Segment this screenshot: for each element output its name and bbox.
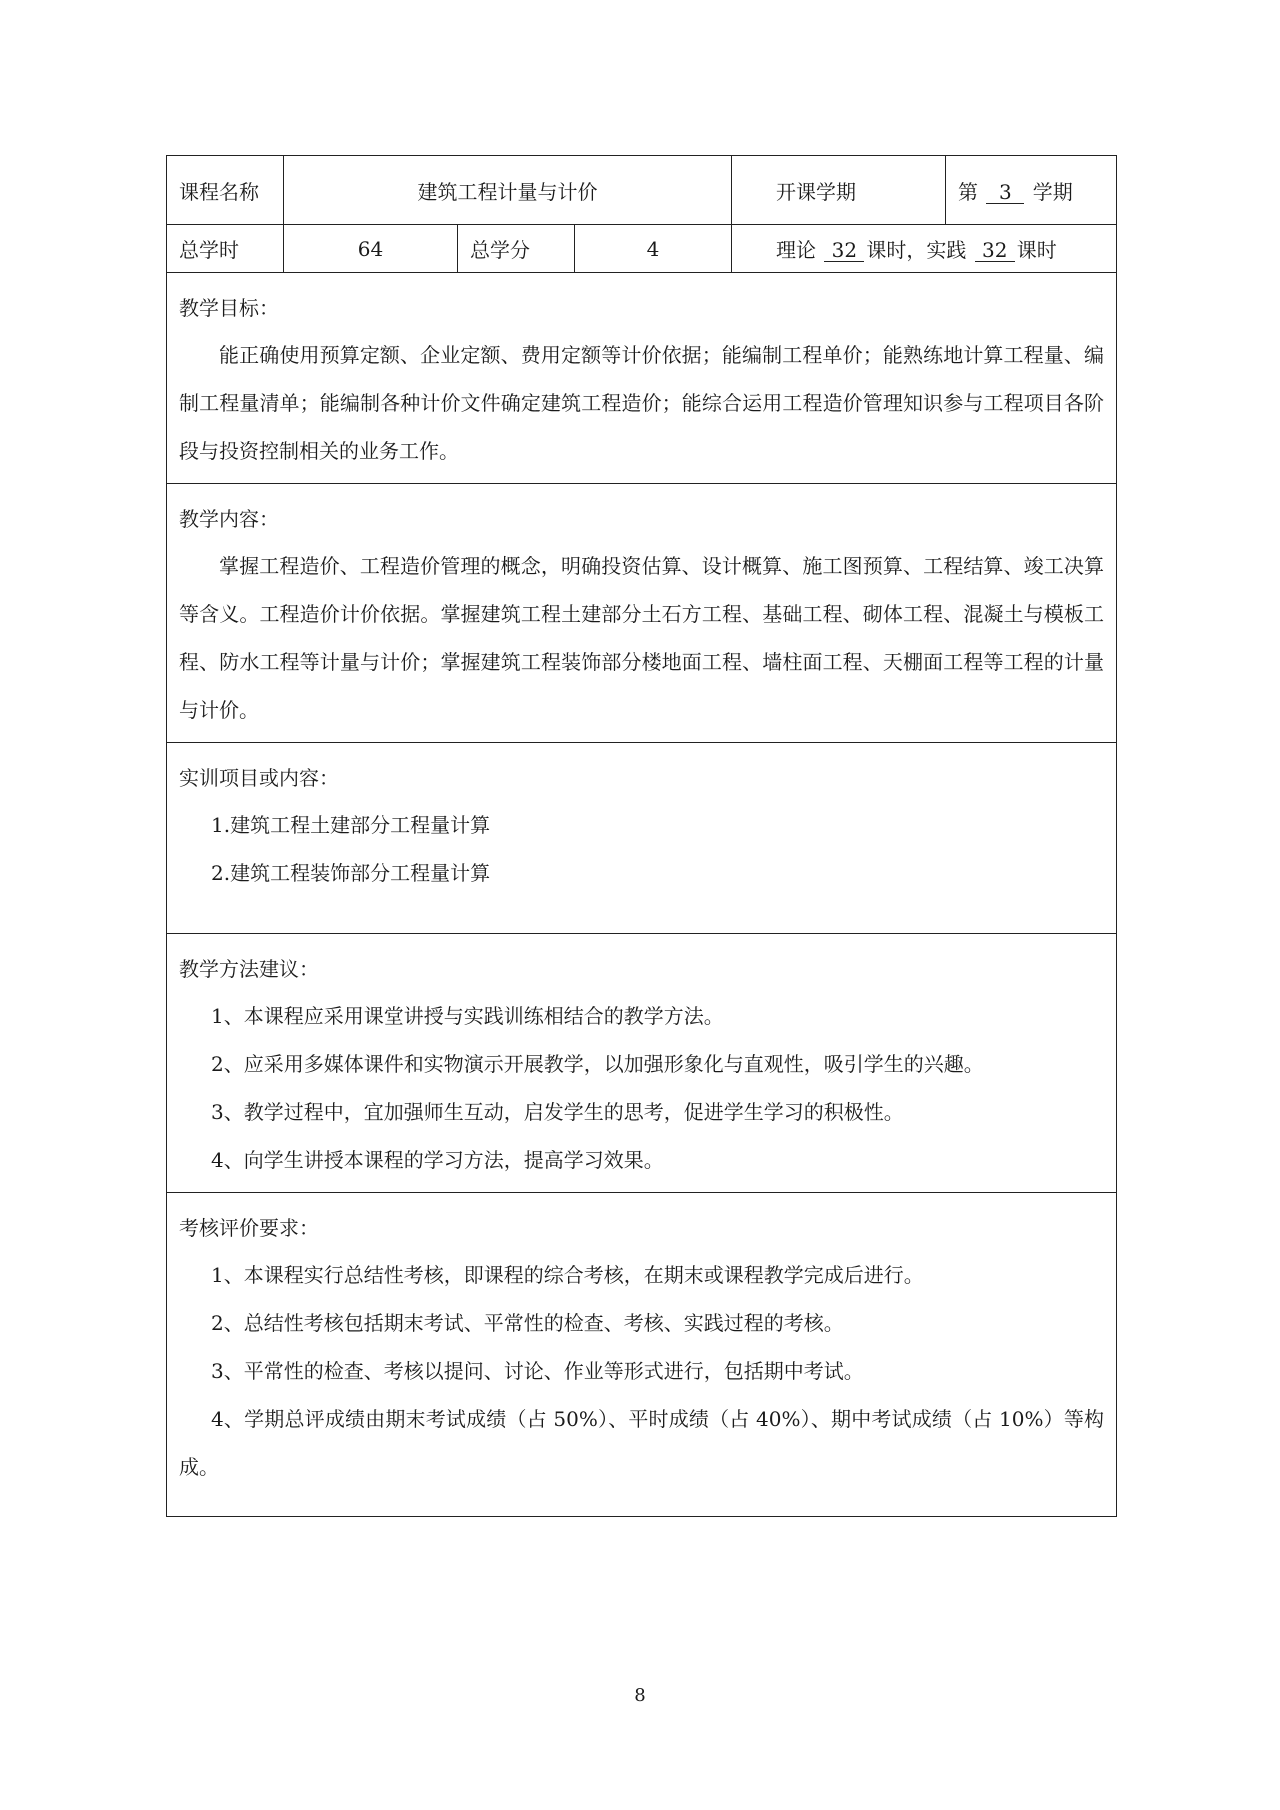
assessment-item: 1、本课程实行总结性考核，即课程的综合考核，在期末或课程教学完成后进行。 bbox=[211, 1263, 924, 1287]
assessment-item: 4、学期总评成绩由期末考试成绩（占 50%）、平时成绩（占 40%）、期中考试成绩（占 10%）等构成。 bbox=[179, 1407, 1105, 1479]
practice-unit: 课时 bbox=[1016, 238, 1057, 262]
training-section bbox=[167, 743, 1117, 934]
method-item: 1、本课程应采用课堂讲授与实践训练相结合的教学方法。 bbox=[211, 1004, 724, 1028]
methods-row bbox=[167, 934, 1117, 1193]
total-credits-value: 4 bbox=[575, 225, 732, 273]
theory-unit: 课时，实践 bbox=[866, 238, 967, 262]
objectives-row bbox=[167, 273, 1117, 484]
training-item: 2.建筑工程装饰部分工程量计算 bbox=[211, 861, 491, 885]
objectives-title: 教学目标： bbox=[179, 296, 279, 320]
method-item: 2、应采用多媒体课件和实物演示开展教学，以加强形象化与直观性，吸引学生的兴趣。 bbox=[211, 1052, 984, 1076]
objectives-text: 能正确使用预算定额、企业定额、费用定额等计价依据；能编制工程单价；能熟练地计算工程量、编制工程量清单；能编制各种计价文件确定建筑工程造价；能综合运用工程造价管理知识参与工程项目各阶段与投资控制相关的业务工作。 bbox=[179, 343, 1105, 463]
semester-value bbox=[946, 156, 1117, 225]
content-title: 教学内容： bbox=[179, 507, 279, 531]
assessment-section bbox=[167, 1193, 1117, 1517]
course-name-row bbox=[167, 156, 1117, 225]
total-hours-label: 总学时 bbox=[167, 225, 284, 273]
course-name-label: 课程名称 bbox=[167, 156, 284, 225]
assessment-row bbox=[167, 1193, 1117, 1517]
content-section bbox=[167, 484, 1117, 743]
training-title: 实训项目或内容： bbox=[179, 766, 339, 790]
page-number: 8 bbox=[634, 1685, 646, 1706]
method-item: 3、教学过程中，宜加强师生互动，启发学生的思考，促进学生学习的积极性。 bbox=[211, 1100, 904, 1124]
objectives-section bbox=[167, 273, 1117, 484]
semester-number: 3 bbox=[986, 181, 1024, 204]
assessment-item: 2、总结性考核包括期末考试、平常性的检查、考核、实践过程的考核。 bbox=[211, 1311, 844, 1335]
theory-hours: 32 bbox=[824, 239, 864, 262]
training-row bbox=[167, 743, 1117, 934]
semester-label: 开课学期 bbox=[732, 156, 946, 225]
theory-label: 理论 bbox=[776, 238, 817, 262]
total-credits-label: 总学分 bbox=[458, 225, 575, 273]
course-info-table bbox=[166, 155, 1117, 1517]
method-item: 4、向学生讲授本课程的学习方法，提高学习效果。 bbox=[211, 1148, 664, 1172]
hours-breakdown bbox=[732, 225, 1117, 273]
practice-hours: 32 bbox=[975, 239, 1015, 262]
content-row bbox=[167, 484, 1117, 743]
methods-section bbox=[167, 934, 1117, 1193]
assessment-item: 3、平常性的检查、考核以提问、讨论、作业等形式进行，包括期中考试。 bbox=[211, 1359, 864, 1383]
semester-suffix: 学期 bbox=[1032, 179, 1073, 204]
assessment-title: 考核评价要求： bbox=[179, 1216, 319, 1240]
total-hours-value: 64 bbox=[284, 225, 458, 273]
training-item: 1.建筑工程土建部分工程量计算 bbox=[211, 813, 491, 837]
semester-prefix: 第 bbox=[958, 179, 979, 204]
content-text: 掌握工程造价、工程造价管理的概念，明确投资估算、设计概算、施工图预算、工程结算、竣工决算等含义。工程造价计价依据。掌握建筑工程土建部分土石方工程、基础工程、砌体工程、混凝土与模板工程、防水工程等计量与计价；掌握建筑工程装饰部分楼地面工程、墙柱面工程、天棚面工程等工程的计量与计价。 bbox=[179, 554, 1105, 722]
course-name-value: 建筑工程计量与计价 bbox=[284, 156, 732, 225]
hours-row bbox=[167, 225, 1117, 273]
methods-title: 教学方法建议： bbox=[179, 957, 319, 981]
